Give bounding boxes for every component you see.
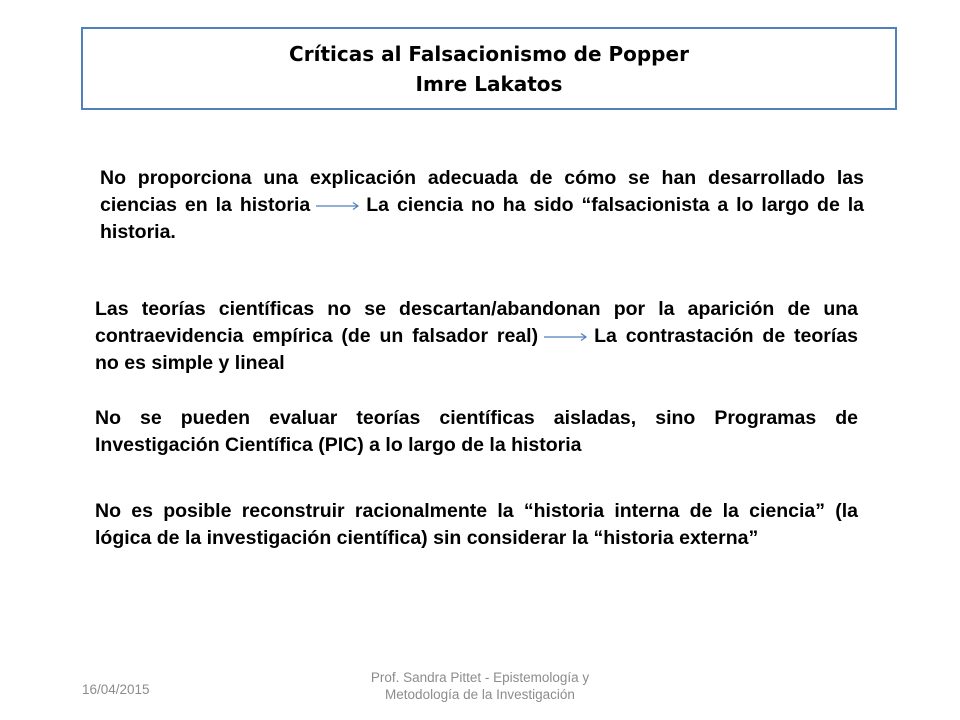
footer-author-line1: Prof. Sandra Pittet - Epistemología y	[370, 670, 590, 685]
paragraph-1-text-after: La ciencia no ha sido “falsacionista a lo largo de la historia.	[100, 194, 864, 243]
paragraph-3-text: No se pueden evaluar teorías científicas aisladas, sino Programas de Investigación Científica (PIC) a lo largo de la historia	[95, 407, 858, 456]
paragraph-1-text-before: No proporciona una explicación adecuada de cómo se han desarrollado las ciencias en la historia	[100, 167, 864, 216]
arrow-right-icon	[544, 332, 588, 342]
footer-date: 16/04/2015	[82, 682, 150, 697]
paragraph-2-text-after: La contrastación de teorías no es simple y lineal	[95, 325, 858, 374]
paragraph-1	[100, 165, 864, 246]
slide-title: Críticas al Falsacionismo de Popper	[289, 41, 689, 66]
paragraph-2-text-before: Las teorías científicas no se descartan/abandonan por la aparición de una contraevidencia empírica (de un falsador real)	[95, 298, 858, 347]
slide-title-box	[81, 27, 897, 110]
arrow-right-icon	[316, 201, 360, 211]
footer-author-line2: Metodología de la Investigación	[385, 687, 575, 702]
paragraph-4-text: No es posible reconstruir racionalmente la “historia interna de la ciencia” (la lógica de la investigación científica) sin considerar la “historia externa”	[95, 500, 858, 549]
paragraph-2	[95, 296, 858, 377]
paragraph-4	[95, 498, 858, 552]
footer-author	[330, 669, 630, 703]
slide-subtitle: Imre Lakatos	[415, 71, 563, 96]
paragraph-3	[95, 405, 858, 459]
